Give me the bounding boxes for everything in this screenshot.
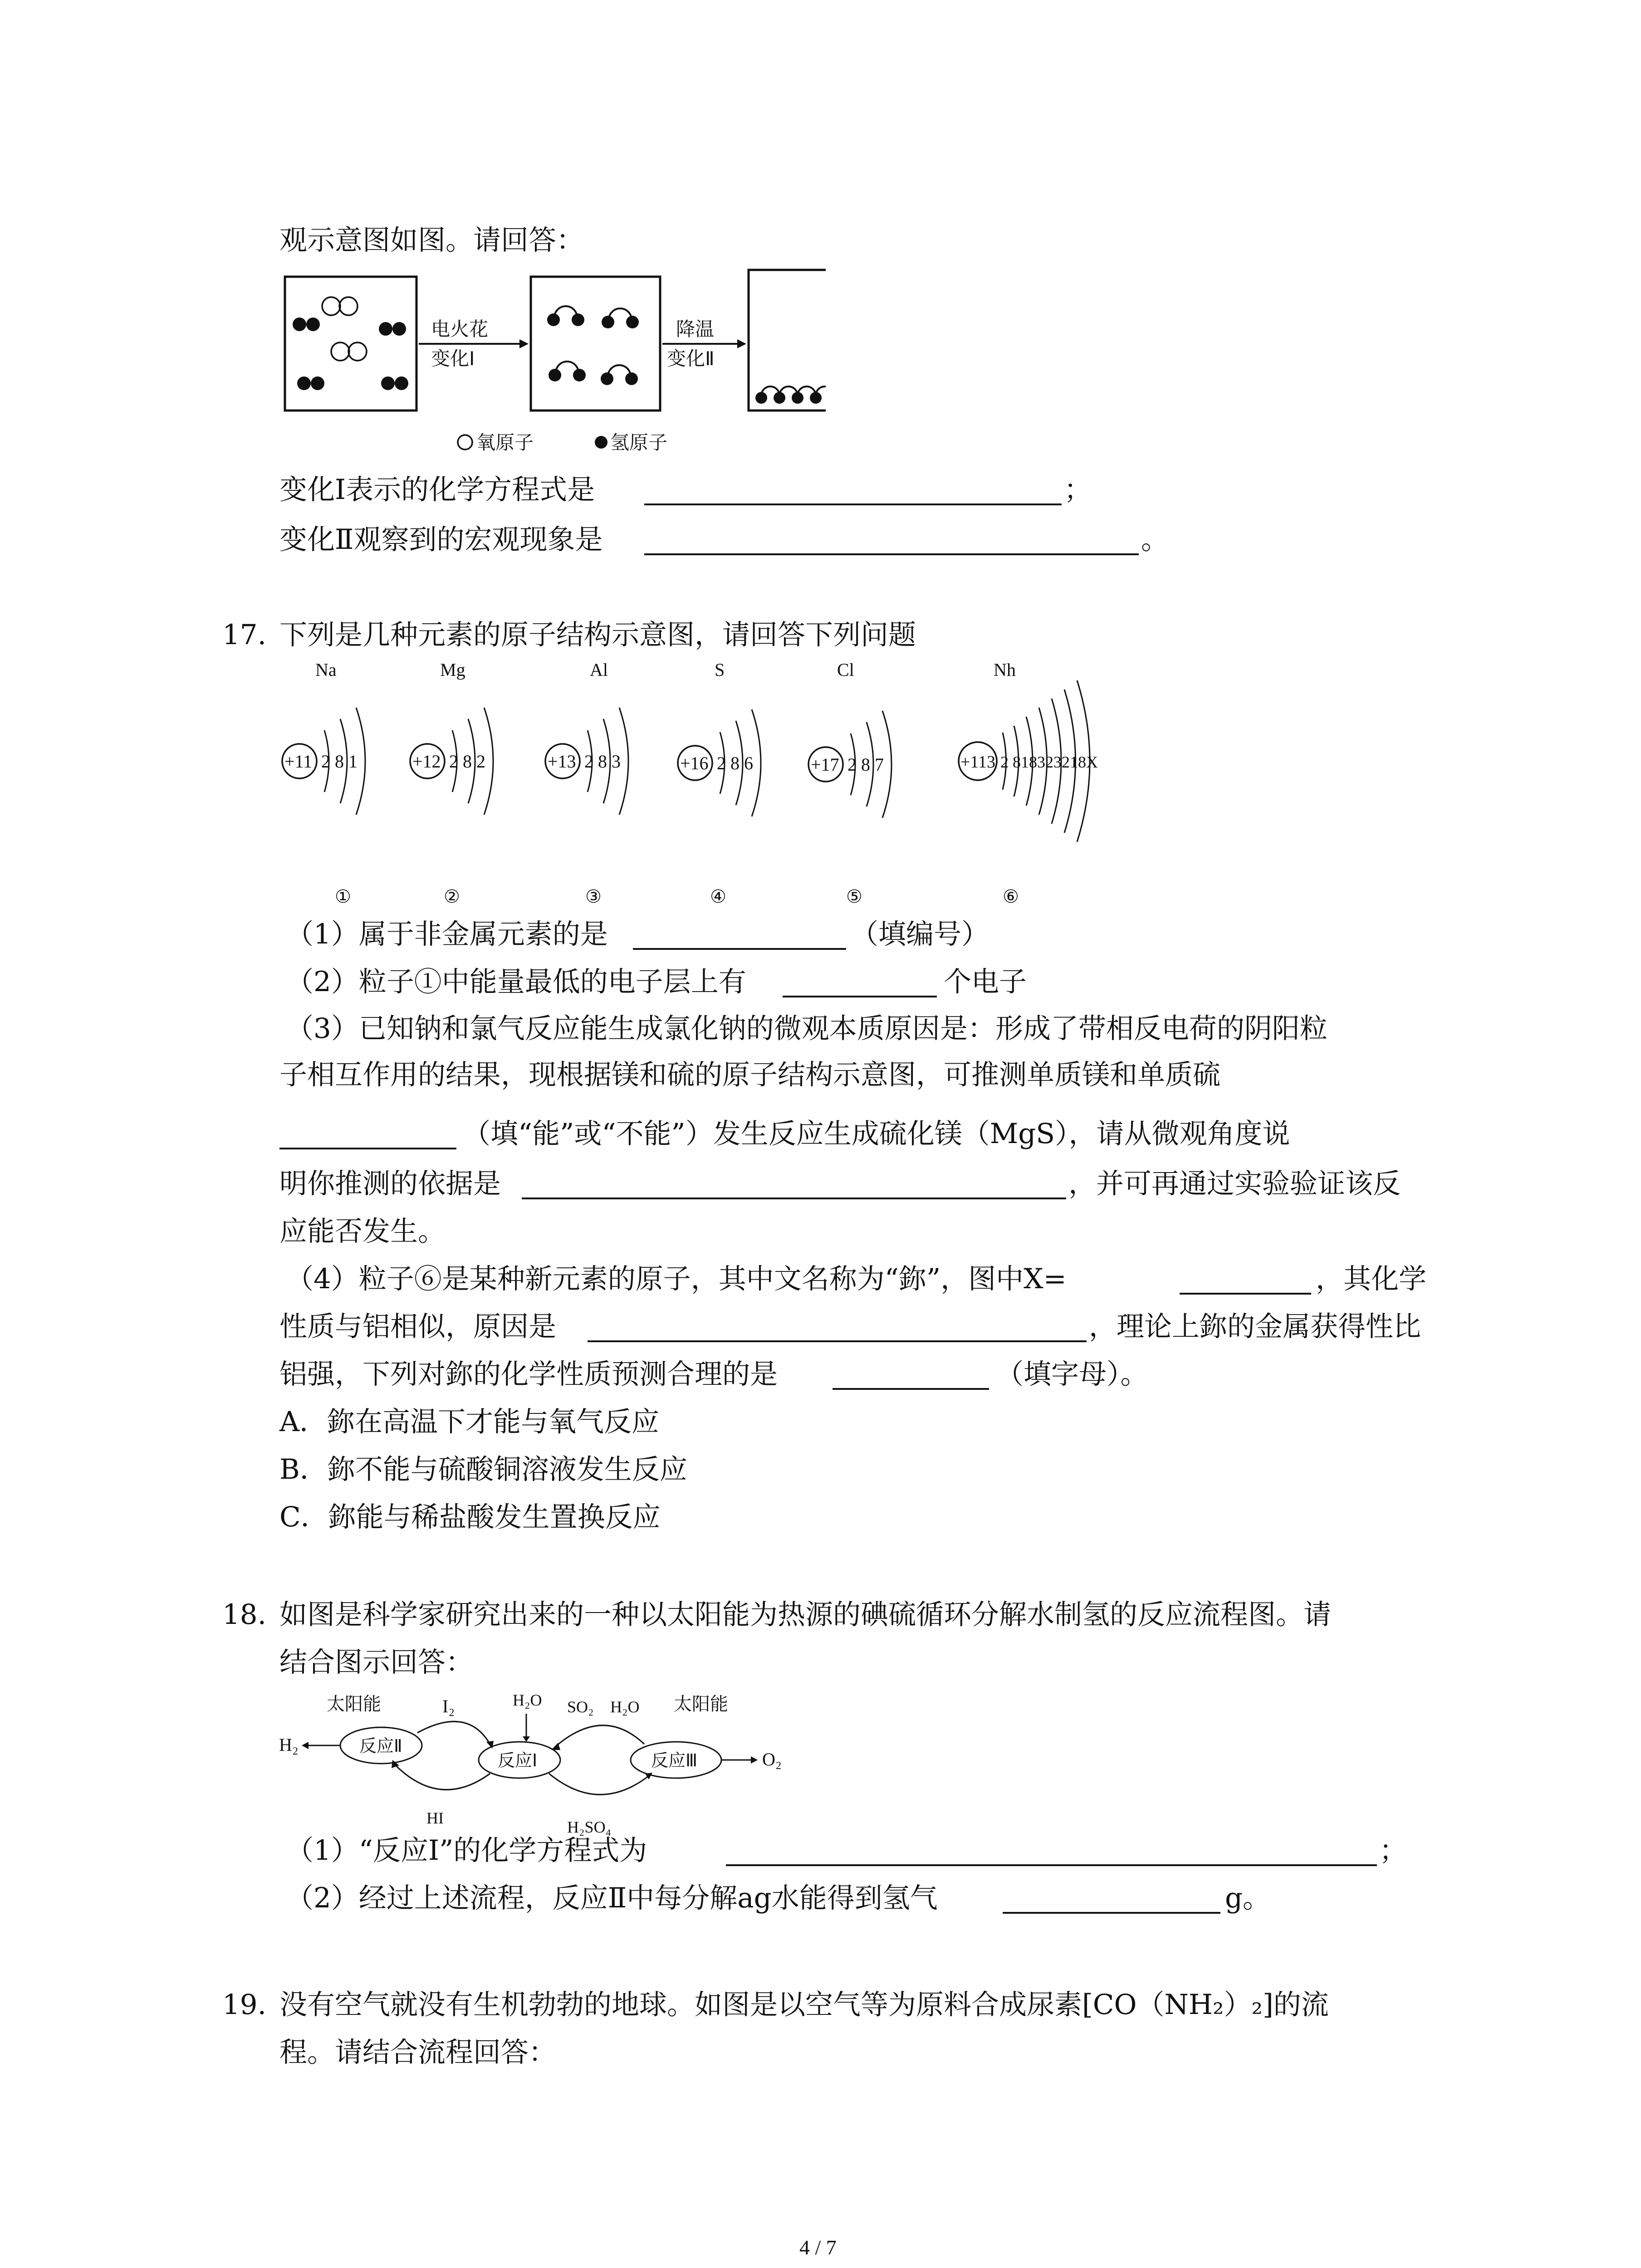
h2so4-label: H₂SO₄: [567, 1818, 612, 1836]
q19-stem-line2: 程。请结合流程回答：: [279, 2036, 557, 2068]
q18-stem-line2: 结合图示回答：: [279, 1646, 474, 1678]
intro-text: 观示意图如图。请回答：: [279, 224, 584, 256]
water-molecules: [547, 306, 639, 385]
q17-p4-line1b: ，其化学: [1316, 1263, 1427, 1295]
q17-p4-line3b: （填字母）。: [996, 1358, 1148, 1390]
atom-symbol: S: [715, 660, 725, 680]
q18-number: 18.: [222, 1598, 267, 1631]
atom-symbol: Mg: [440, 660, 465, 680]
atom-structure-diagram: [277, 653, 1139, 912]
shell-electrons: 2 8 3: [584, 751, 621, 772]
i2-label: I₂: [442, 1696, 455, 1716]
q18-p2-text: （2）经过上述流程，反应Ⅱ中每分解ag水能得到氢气: [286, 1882, 938, 1914]
page-number: 4 / 7: [799, 2236, 837, 2259]
arrow1-top-label: 电火花: [431, 318, 489, 340]
q18-p2-end: g。: [1225, 1882, 1271, 1914]
atom-symbol: Nh: [994, 660, 1016, 680]
answer-blank-q17-4b[interactable]: [588, 1340, 1087, 1342]
so2-label: SO₂: [567, 1698, 594, 1716]
hydrogen-legend-icon: [595, 436, 607, 449]
q17-p3-line2: 子相互作用的结果，现根据镁和硫的原子结构示意图，可推测单质镁和单质硫: [279, 1059, 1221, 1091]
q-change2-end: 。: [1141, 523, 1169, 556]
legend-oxygen: 氧原子: [476, 432, 534, 453]
q17-number: 17.: [222, 619, 267, 651]
q17-p4-line3a: 铝强，下列对鉨的化学性质预测合理的是: [279, 1358, 778, 1390]
q17-p3-line1: （3）已知钠和氯气反应能生成氯化钠的微观本质原因是：形成了带相反电荷的阴阳粒: [286, 1012, 1327, 1045]
hi-label: HI: [426, 1809, 444, 1827]
atom-index: ②: [444, 886, 460, 907]
atom-cl: [808, 660, 892, 907]
o2-product-label: O₂: [762, 1749, 782, 1769]
q18-p1-end: ；: [1379, 1834, 1407, 1867]
q17-p2-text: （2）粒子①中能量最低的电子层上有: [286, 966, 746, 998]
nucleus-charge: +113: [960, 753, 996, 772]
q-change1-end: ；: [1064, 474, 1092, 506]
atom-index: ④: [710, 886, 726, 907]
q17-p3-line3: （填“能”或“不能”）发生反应生成硫化镁（MgS），请从微观角度说: [463, 1118, 1290, 1150]
answer-blank-q18-1[interactable]: [726, 1864, 1377, 1866]
h2-product-label: H₂: [279, 1735, 299, 1755]
sun-left-label: 太阳能: [327, 1694, 381, 1714]
atom-nh: [959, 660, 1098, 907]
q17-p4-line2b: ，理论上鉨的金属获得性比: [1089, 1310, 1421, 1343]
sun-right-label: 太阳能: [674, 1694, 728, 1714]
atom-na: [282, 660, 365, 907]
atom-s: [678, 660, 761, 907]
reaction-2-label: 反应Ⅱ: [359, 1737, 402, 1756]
q17-p3-line4b: ，并可再通过实验验证该反: [1068, 1168, 1401, 1200]
reaction-3-label: 反应Ⅲ: [651, 1751, 698, 1770]
arrow1-bottom-label: 变化Ⅰ: [431, 348, 475, 369]
q17-option-b: B．鉨不能与硫酸铜溶液发生反应: [279, 1453, 687, 1486]
answer-blank-q17-3a[interactable]: [279, 1148, 456, 1149]
h2o-right-label: H₂O: [610, 1698, 640, 1716]
shell-electrons: 2 8 7: [847, 754, 884, 775]
nucleus-charge: +13: [548, 751, 576, 772]
nucleus-charge: +16: [680, 753, 709, 773]
q17-p3-line4a: 明你推测的依据是: [279, 1168, 501, 1200]
legend-hydrogen: 氢原子: [610, 432, 668, 453]
q19-stem-line1: 没有空气就没有生机勃勃的地球。如图是以空气等为原料合成尿素[CO（NH₂）₂]的流: [279, 1989, 1329, 2021]
answer-blank-q18-2[interactable]: [1003, 1912, 1220, 1914]
q17-p2-end: 个电子: [944, 966, 1027, 998]
atom-index: ⑤: [846, 886, 862, 907]
atom-symbol: Cl: [837, 660, 854, 680]
atom-index: ①: [335, 886, 351, 907]
q17-p1-hint: （填编号）: [851, 918, 989, 950]
q-change2-text: 变化Ⅱ观察到的宏观现象是: [279, 523, 603, 556]
arrow2-bottom-label: 变化Ⅱ: [667, 348, 715, 369]
q-change1-text: 变化Ⅰ表示的化学方程式是: [279, 474, 595, 506]
q18-stem-line1: 如图是科学家研究出来的一种以太阳能为热源的碘硫循环分解水制氢的反应流程图。请: [279, 1598, 1332, 1631]
atom-index: ③: [585, 886, 602, 907]
answer-blank-q17-2[interactable]: [783, 996, 937, 997]
shell-electrons: 2 8 6: [717, 753, 753, 773]
condensed-water: [755, 386, 826, 404]
q17-p4-line1a: （4）粒子⑥是某种新元素的原子，其中文名称为“鉨”，图中X=: [286, 1263, 1067, 1295]
reaction-1-label: 反应Ⅰ: [498, 1751, 538, 1770]
iodine-sulfur-cycle-diagram: [277, 1687, 808, 1837]
answer-blank-q17-3b[interactable]: [522, 1198, 1066, 1199]
atom-mg: [410, 660, 493, 907]
shell-electrons: 2 818323218X: [1000, 753, 1098, 771]
arrow2-top-label: 降温: [676, 318, 715, 340]
nucleus-charge: +17: [811, 754, 839, 775]
q17-option-c: C．鉨能与稀盐酸发生置换反应: [279, 1501, 661, 1533]
h2o-top-label: H₂O: [513, 1691, 542, 1709]
oxygen-legend-icon: [458, 435, 472, 450]
q18-p1-text: （1）“反应Ⅰ”的化学方程式为: [286, 1834, 647, 1867]
atom-al: [545, 660, 628, 907]
atom-symbol: Al: [590, 660, 608, 680]
answer-blank-q17-4a[interactable]: [1180, 1293, 1311, 1295]
q17-p4-line2a: 性质与铝相似，原因是: [279, 1310, 557, 1343]
q17-p3-line5: 应能否发生。: [279, 1215, 446, 1247]
nucleus-charge: +11: [284, 751, 313, 772]
q17-stem: 下列是几种元素的原子结构示意图，请回答下列问题: [279, 619, 916, 651]
answer-blank-change2[interactable]: [644, 553, 1139, 555]
q17-option-a: A．鉨在高温下才能与氧气反应: [279, 1406, 660, 1438]
answer-blank-q17-1[interactable]: [633, 948, 846, 950]
atom-index: ⑥: [1003, 886, 1019, 907]
nucleus-charge: +12: [412, 751, 441, 772]
q17-p1-text: （1）属于非金属元素的是: [286, 918, 608, 950]
molecule-change-diagram: [281, 268, 826, 463]
answer-blank-q17-4c[interactable]: [833, 1388, 989, 1390]
atom-symbol: Na: [315, 660, 337, 680]
answer-blank-change1[interactable]: [644, 503, 1062, 505]
shell-electrons: 2 8 2: [449, 751, 485, 772]
shell-electrons: 2 8 1: [321, 751, 358, 772]
q19-number: 19.: [222, 1989, 267, 2021]
